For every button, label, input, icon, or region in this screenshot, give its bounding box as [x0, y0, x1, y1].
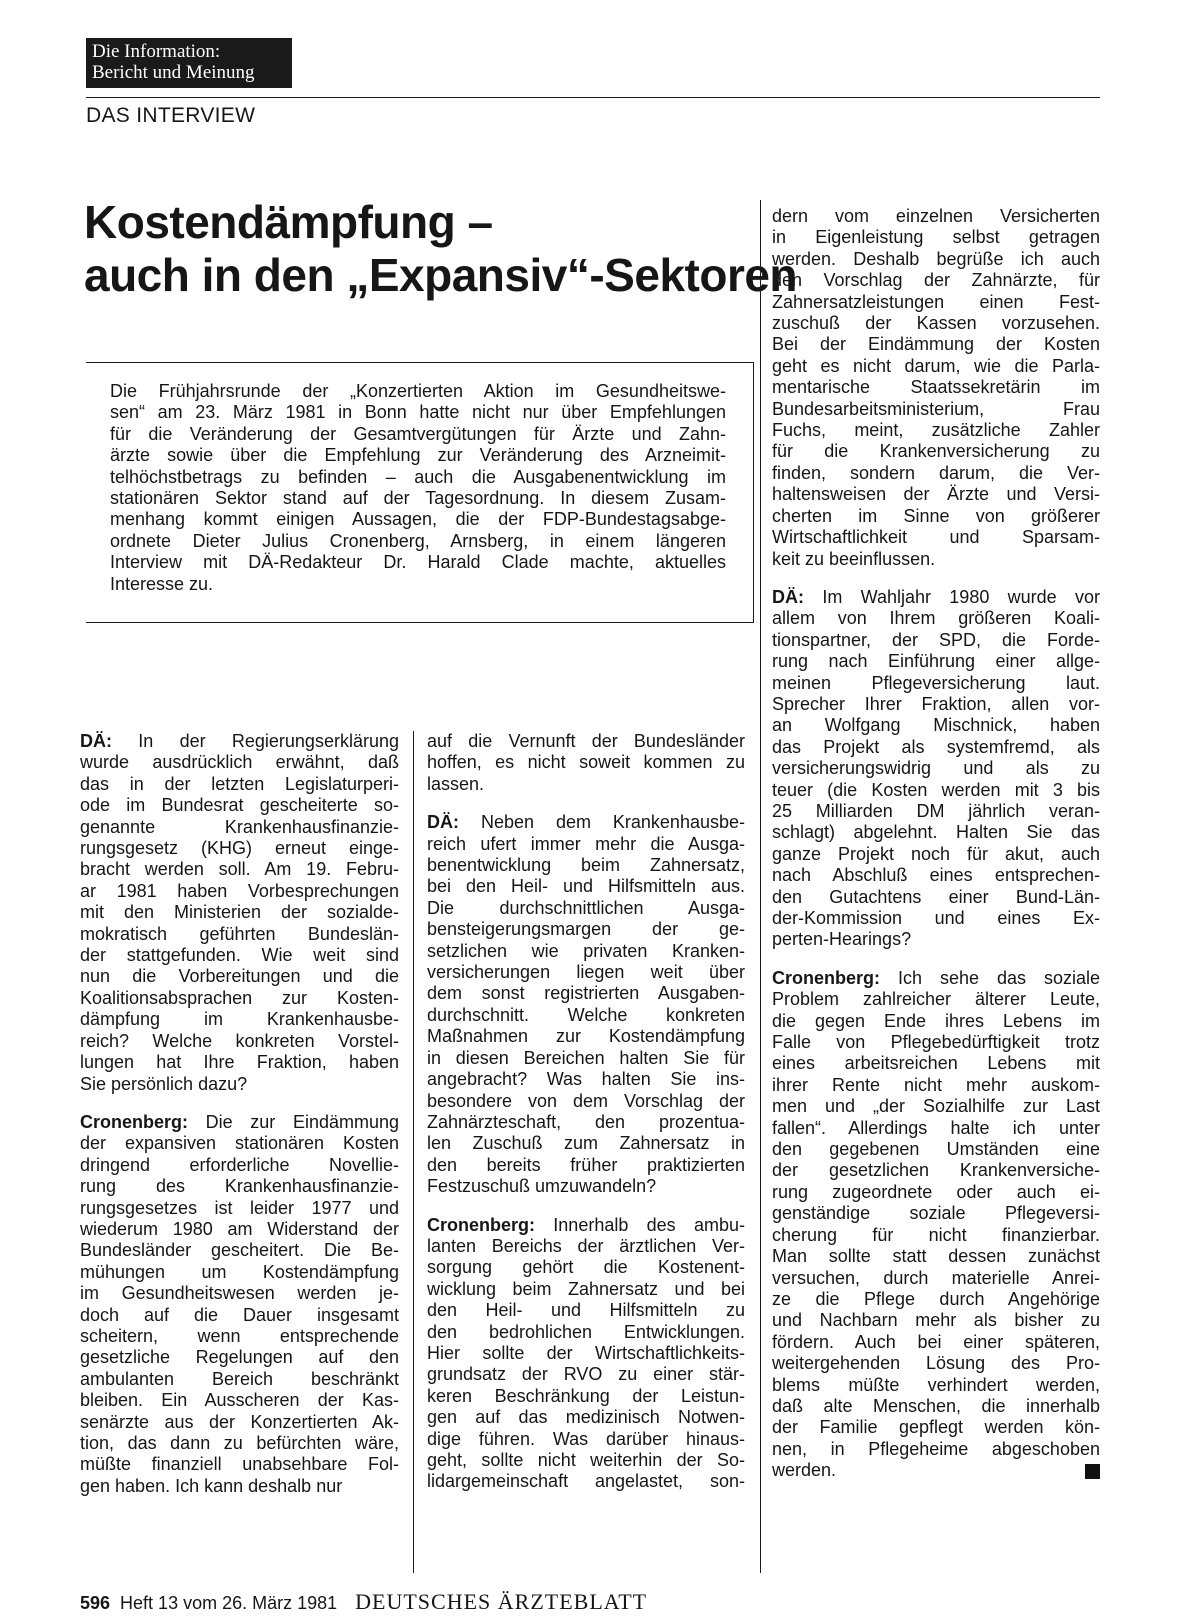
text-line: versicherungswidrig und als zu	[772, 758, 1100, 779]
text-line: lassen.	[427, 773, 485, 794]
text-line: dämpfung im Krankenhausbe-	[80, 1009, 399, 1030]
text-line: für die Krankenversicherung zu	[772, 441, 1100, 462]
text-line: cherung für nicht finanzierbar.	[772, 1224, 1100, 1245]
text-line: der stattgefunden. Wie weit sind	[80, 945, 399, 966]
intro-line: sen“ am 23. März 1981 in Bonn hatte nicht nur über Empfehlungen	[110, 402, 726, 423]
text-line: gen haben. Ich kann deshalb nur	[80, 1475, 343, 1496]
text-line: blems müßte verhindert werden,	[772, 1374, 1100, 1395]
text-line: mit den Ministerien der sozialde-	[80, 902, 399, 923]
text-line: bei den Heil- und Hilfsmitteln aus.	[427, 876, 745, 897]
text-line: Zahnersatzleistungen einen Fest-	[772, 291, 1100, 312]
text-line: rung des Krankenhausfinanzie-	[80, 1176, 399, 1197]
text-line: bleiben. Ein Ausscheren der Kas-	[80, 1390, 399, 1411]
text-line: Wirtschaftlichkeit und Sparsam-	[772, 527, 1100, 548]
text-line: geht, sollte nicht weiterhin der So-	[427, 1450, 745, 1470]
text-line: der gesetzlichen Krankenversiche-	[772, 1160, 1100, 1181]
text-line: durchschnitt. Welche konkreten	[427, 1004, 745, 1025]
text-line: versicherungen liegen weit über	[427, 962, 745, 983]
intro-line: ärzte sowie über die Empfehlung zur Veränderung des Arzneimit-	[110, 445, 726, 466]
answer-paragraph	[80, 1112, 399, 1497]
text-line: den Vorschlag der Zahnärzte, für	[772, 270, 1100, 291]
text-line: perten-Hearings?	[772, 929, 912, 950]
text-line: rungsgesetzes ist leider 1977 und	[80, 1197, 399, 1218]
text-line: genannte Krankenhausfinanzie-	[80, 816, 399, 837]
text-line: wiederum 1980 am Widerstand der	[80, 1218, 399, 1239]
text-line: den Heil- und Hilfsmitteln zu	[427, 1300, 745, 1321]
text-line: genständige soziale Pflegeversi-	[772, 1203, 1100, 1224]
text-line: men und „der Sozialhilfe zur Last	[772, 1096, 1100, 1117]
speaker-label: Cronenberg:	[80, 1111, 188, 1132]
answer-paragraph	[772, 968, 1100, 1482]
column-divider	[760, 200, 761, 1573]
speaker-label: Cronenberg:	[427, 1214, 535, 1235]
text-line: der expansiven stationären Kosten	[80, 1133, 399, 1154]
text-line: rungsgesetz (KHG) erneut einge-	[80, 838, 399, 859]
text-line: an Wolfgang Mischnick, haben	[772, 715, 1100, 736]
text-line: im Gesundheitswesen werden je-	[80, 1283, 399, 1304]
text-line: gen auf das medizinisch Notwen-	[427, 1407, 745, 1428]
speaker-label: Cronenberg:	[772, 967, 880, 988]
text-line: versuchen, durch materielle Anrei-	[772, 1267, 1100, 1288]
intro-line: Die Frühjahrsrunde der „Konzertierten Aktion im Gesundheitswe-	[110, 381, 726, 401]
text-line: tion, das dann zu befürchten wäre,	[80, 1433, 399, 1453]
column-divider	[413, 731, 414, 1573]
text-line: 25 Milliarden DM jährlich veran-	[772, 800, 1100, 821]
intro-line: Interesse zu.	[110, 573, 214, 594]
text-line: ode im Bundesrat gescheiterte so-	[80, 795, 399, 816]
intro-line: menhang kommt einigen Aussagen, die der FDP-Bundestagsabge-	[110, 509, 726, 530]
text-line: die gegen Ende ihres Lebens im	[772, 1010, 1100, 1031]
text-line: reich? Welche konkreten Vorstel-	[80, 1030, 399, 1051]
intro-line: telhöchstbetrags zu befinden – auch die Ausgabenentwicklung im	[110, 466, 726, 487]
text-line: rung nach Einführung einer allge-	[772, 651, 1100, 672]
text-line: dringend erforderliche Novellie-	[80, 1154, 399, 1175]
text-line-content: Innerhalb des ambu-	[535, 1214, 745, 1235]
section-label	[86, 38, 292, 88]
text-line: werden. Deshalb begrüße ich auch	[772, 248, 1100, 269]
text-line: mokratisch geführten Bundeslän-	[80, 923, 399, 944]
text-line: zuschuß der Kassen vorzusehen.	[772, 313, 1100, 334]
text-line: Bundesarbeitsministerium, Frau	[772, 398, 1100, 419]
speaker-label: DÄ:	[772, 586, 804, 607]
text-column-left	[80, 731, 399, 1514]
text-line: dern vom einzelnen Versicherten	[772, 206, 1100, 226]
text-line: ihrer Rente nicht mehr auskom-	[772, 1074, 1100, 1095]
section-label-line: Bericht und Meinung	[92, 62, 255, 83]
text-line: keit zu beeinflussen.	[772, 548, 936, 569]
text-line: meinen Pflegeversicherung laut.	[772, 672, 1100, 693]
text-line: in Eigenleistung selbst getragen	[772, 227, 1100, 248]
text-line: und Nachbarn mehr als bisher zu	[772, 1310, 1100, 1331]
text-line: eines arbeitsreichen Lebens mit	[772, 1053, 1100, 1074]
text-line: lungen hat Ihre Fraktion, haben	[80, 1052, 399, 1073]
headline-line: Kostendämpfung –	[84, 196, 493, 248]
kicker: DAS INTERVIEW	[86, 104, 256, 127]
text-line: wurde ausdrücklich erwähnt, daß	[80, 752, 399, 773]
end-of-article-mark	[1085, 1464, 1100, 1479]
text-line: haltensweisen der Ärzte und Versi-	[772, 484, 1100, 505]
answer-paragraph	[427, 731, 745, 795]
text-line-content: Ich sehe das soziale	[880, 967, 1100, 988]
text-line: Sie persönlich dazu?	[80, 1073, 248, 1094]
text-line: Problem zahlreicher älterer Leute,	[772, 989, 1100, 1010]
text-line: ambulanten Bereich beschränkt	[80, 1368, 399, 1389]
question-paragraph	[427, 812, 745, 1197]
speaker-label: DÄ:	[427, 812, 459, 833]
text-line: der Familie gepflegt werden kön-	[772, 1417, 1100, 1438]
text-line: den bereits früher praktizierten	[427, 1154, 745, 1175]
text-line: rung zugeordnete oder auch ei-	[772, 1181, 1100, 1202]
text-line: das Projekt als systemfremd, als	[772, 736, 1100, 757]
text-line: Fuchs, meint, zusätzliche Zahler	[772, 420, 1100, 441]
text-line: der-Kommission und eines Ex-	[772, 908, 1100, 928]
text-line: setzlichen wie privaten Kranken-	[427, 940, 745, 961]
text-line: den gegebenen Umständen eine	[772, 1139, 1100, 1160]
text-line: dem sonst registrierten Ausgaben-	[427, 983, 745, 1004]
text-line-content: Die zur Eindämmung	[188, 1111, 399, 1132]
intro-line: stationären Sektor stand auf der Tagesordnung. In diesem Zusam-	[110, 488, 726, 509]
text-line: weitergehenden Lösung des Pro-	[772, 1353, 1100, 1374]
text-line: in diesen Bereichen halten Sie für	[427, 1047, 745, 1068]
text-line: Man sollte statt dessen zunächst	[772, 1246, 1100, 1267]
text-line: Die durchschnittlichen Ausga-	[427, 897, 745, 918]
text-line: ar 1981 haben Vorbesprechungen	[80, 880, 399, 901]
text-line: ganze Projekt noch für akut, auch	[772, 843, 1100, 864]
text-line: allem von Ihrem größeren Koali-	[772, 608, 1100, 629]
text-line: hoffen, es nicht soweit kommen zu	[427, 752, 745, 773]
text-line: auf die Vernunft der Bundesländer	[427, 731, 745, 751]
text-line: mentarische Staatssekretärin im	[772, 377, 1100, 398]
text-line: Falle von Pflegebedürftigkeit trotz	[772, 1032, 1100, 1053]
issue-info: Heft 13 vom 26. März 1981	[120, 1593, 338, 1613]
text-line: daß alte Menschen, die innerhalb	[772, 1395, 1100, 1416]
text-line: werden.	[772, 1460, 1100, 1481]
magazine-name: DEUTSCHES ÄRZTEBLATT	[355, 1589, 648, 1614]
text-line	[80, 731, 399, 752]
text-line: reich ufert immer mehr die Ausga-	[427, 833, 745, 854]
text-line: ze die Pflege durch Angehörige	[772, 1288, 1100, 1309]
text-line-content: Im Wahljahr 1980 wurde vor	[804, 586, 1100, 607]
intro-line: ordnete Dieter Julius Cronenberg, Arnsberg, in einem längeren	[110, 530, 726, 551]
text-line: nen, in Pflegeheime abgeschoben	[772, 1438, 1100, 1459]
text-line: tionspartner, der SPD, die Forde-	[772, 629, 1100, 650]
text-column-middle	[427, 731, 745, 1510]
text-line	[772, 587, 1100, 608]
text-line: cherten im Sinne von größerer	[772, 505, 1100, 526]
text-line: dige führen. Was darüber hinaus-	[427, 1428, 745, 1449]
top-rule	[86, 97, 1100, 98]
page-number: 596	[80, 1593, 111, 1613]
text-line: scheitern, wenn entsprechende	[80, 1325, 399, 1346]
text-line: mühungen um Kostendämpfung	[80, 1261, 399, 1282]
intro-box	[86, 362, 754, 623]
text-line: wicklung beim Zahnersatz und bei	[427, 1278, 745, 1299]
answer-paragraph	[772, 206, 1100, 570]
text-line: Zahnärzteschaft, den prozentua-	[427, 1111, 745, 1132]
text-line: lidargemeinschaft angelastet, son-	[427, 1471, 745, 1492]
text-line: gesetzliche Regelungen auf den	[80, 1347, 399, 1368]
text-line: sorgung gehört die Kostenent-	[427, 1257, 745, 1278]
speaker-label: DÄ:	[80, 731, 112, 751]
text-line	[427, 1215, 745, 1236]
text-line: Koalitionsabsprachen zur Kosten-	[80, 987, 399, 1008]
text-line: nun die Vorbereitungen und die	[80, 966, 399, 987]
text-line	[80, 1112, 399, 1133]
text-line: müßte finanziell unabsehbare Fol-	[80, 1454, 399, 1475]
text-line	[772, 968, 1100, 989]
text-line: benentwicklung beim Zahnersatz,	[427, 855, 745, 876]
text-line: Festzuschuß umzuwandeln?	[427, 1176, 657, 1197]
text-line-content: Neben dem Krankenhausbe-	[459, 812, 745, 833]
text-line: den Gutachtens einer Bund-Län-	[772, 886, 1100, 907]
answer-paragraph	[427, 1215, 745, 1493]
text-line: bracht werden soll. Am 19. Febru-	[80, 859, 399, 880]
text-line: fallen“. Allerdings halte ich unter	[772, 1117, 1100, 1138]
question-paragraph	[772, 587, 1100, 951]
text-line: besondere von dem Vorschlag der	[427, 1090, 745, 1111]
text-line: nach Abschluß eines entsprechen-	[772, 865, 1100, 886]
text-line: den bedrohlichen Entwicklungen.	[427, 1321, 745, 1342]
text-line: Maßnahmen zur Kostendämpfung	[427, 1026, 745, 1047]
text-line: angebracht? Was halten Sie ins-	[427, 1069, 745, 1090]
section-label-line: Die Information:	[92, 41, 221, 62]
intro-line: für die Veränderung der Gesamtvergütungen für Ärzte und Zahn-	[110, 423, 726, 444]
text-line: Sprecher Ihrer Fraktion, allen vor-	[772, 693, 1100, 714]
text-line: bensteigerungsmargen der ge-	[427, 919, 745, 940]
text-line: fördern. Auch bei einer späteren,	[772, 1331, 1100, 1352]
page-footer	[80, 1589, 647, 1615]
text-line: das in der letzten Legislaturperi-	[80, 773, 399, 794]
question-paragraph	[80, 731, 399, 1095]
text-line: doch auf die Dauer insgesamt	[80, 1304, 399, 1325]
text-line	[427, 812, 745, 833]
text-line: schlagt) abgelehnt. Halten Sie das	[772, 822, 1100, 843]
text-line: teuer (die Kosten werden mit 3 bis	[772, 779, 1100, 800]
text-line: lanten Bereichs der ärztlichen Ver-	[427, 1235, 745, 1256]
text-line: Bei der Eindämmung der Kosten	[772, 334, 1100, 355]
text-line: keren Beschränkung der Leistun-	[427, 1385, 745, 1406]
text-line: geht es nicht darum, wie die Parla-	[772, 355, 1100, 376]
intro-line: Interview mit DÄ-Redakteur Dr. Harald Clade machte, aktuelles	[110, 552, 726, 573]
text-line: len Zuschuß zum Zahnersatz in	[427, 1133, 745, 1154]
text-line: senärzte aus der Konzertierten Ak-	[80, 1411, 399, 1432]
headline-line: auch in den „Expansiv“-Sektoren	[84, 249, 798, 301]
text-line: Bundesländer gescheitert. Die Be-	[80, 1240, 399, 1261]
headline	[84, 196, 798, 302]
text-line: Hier sollte der Wirtschaftlichkeits-	[427, 1342, 745, 1363]
text-line-content: In der Regierungserklärung	[112, 731, 399, 751]
text-line: grundsatz der RVO zu einer stär-	[427, 1364, 745, 1385]
text-line: finden, sondern darum, die Ver-	[772, 462, 1100, 483]
text-column-right	[772, 206, 1100, 1499]
